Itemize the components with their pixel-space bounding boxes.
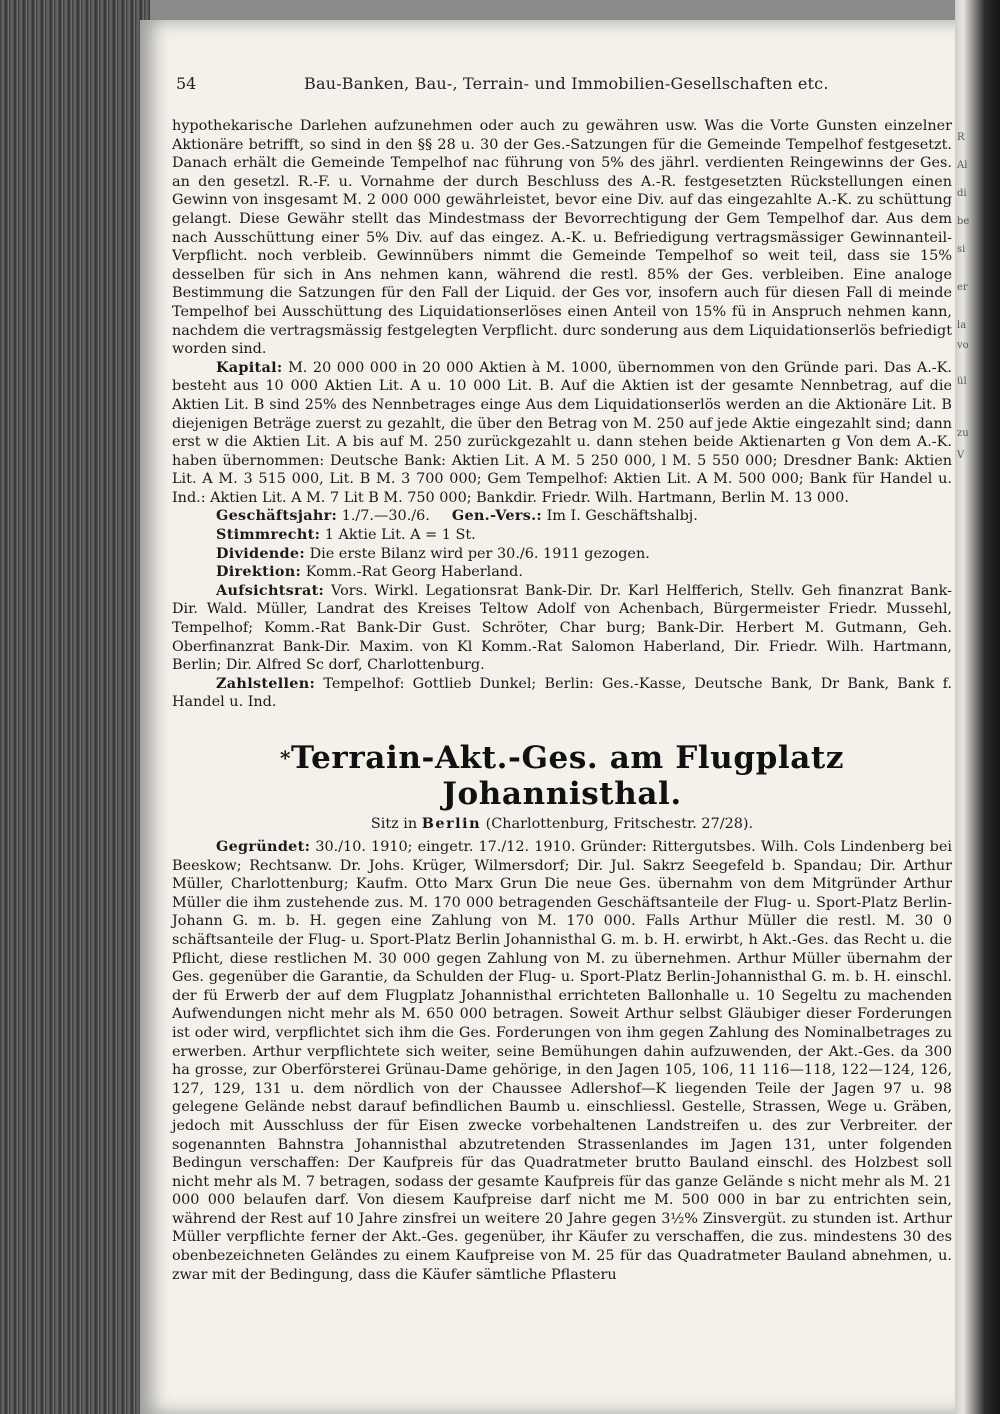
kapital-text: M. 20 000 000 in 20 000 Aktien à M. 1000, übernommen von den Gründe pari. Das A.-K. besteht aus 10 000 Aktien Lit. A u. 10 000 Lit. B. Auf die Aktien ist der gesamte Nennbetrag, auf die Aktien Lit. B sind 25% des Nennbetrages einge Aus dem Liquidationserlös werden an die Aktionäre Lit. B diejenigen Beträge zuerst zu gezahlt, die über den Betrag von M. 250 auf jede Aktie eingezahlt sind; dann erst w die Aktien Lit. A bis auf M. 250 zurückgezahlt u. dann stehen beide Aktienarten g Von dem A.-K. haben übernommen: Deutsche Bank: Aktien Lit. A M. 5 250 000, l M. 5 550 000; Dresdner Bank: Aktien Lit. A M. 3 515 000, Lit. B M. 3 700 000; Gem Tempelhof: Aktien Lit. A M. 500 000; Bank für Handel u. Ind.: Aktien Lit. A M. 7 Lit B M. 750 000; Bankdir. Friedr. Wilh. Hartmann, Berlin M. 13 000.	[172, 359, 952, 506]
aufsichtsrat-text: Vors. Wirkl. Legationsrat Bank-Dir. Dr. Karl Helfferich, Stellv. Geh finanzrat Bank-Dir. Wald. Müller, Landrat des Kreises Teltow Adolf von Achenbach, Bürgermeister Friedr. Mussehl, Tempelhof; Komm.-Rat Bank-Dir Gust. Schröter, Char burg; Bank-Dir. Herbert M. Gutmann, Geh. Oberfinanzrat Bank-Dir. Maxim. von Kl Komm.-Rat Salomon Haberland, Dir. Friedr. Wilh. Hartmann, Berlin; Dir. Alfred Sc dorf, Charlottenburg.	[172, 582, 953, 674]
company-title	[172, 740, 952, 812]
book-page-stack	[0, 0, 150, 1414]
margin-fragment: si	[957, 244, 966, 255]
margin-fragment: Al	[957, 160, 968, 171]
zahlstellen-section	[172, 675, 952, 712]
next-page-edge	[955, 0, 1000, 1414]
margin-fragment: be	[957, 216, 970, 227]
margin-fragment: V	[957, 450, 965, 461]
company-title-text: Terrain-Akt.-Ges. am Flugplatz Johannisthal.	[291, 740, 845, 812]
gegruendet-label: Gegründet:	[216, 838, 311, 855]
seat-prefix: Sitz in	[370, 816, 418, 832]
direktion-section	[172, 563, 952, 582]
margin-fragment: zu	[957, 428, 969, 439]
genvers-text: Im I. Geschäftshalbj.	[546, 508, 698, 525]
page-body	[172, 117, 952, 1284]
stimmrecht-text: 1 Aktie Lit. A = 1 St.	[324, 527, 476, 544]
dividende-section	[172, 545, 952, 564]
seat-suffix: (Charlottenburg, Fritschestr. 27/28).	[485, 816, 754, 832]
stimmrecht-label: Stimmrecht:	[216, 526, 321, 544]
dividende-label: Dividende:	[216, 544, 305, 562]
title-star: *	[279, 746, 291, 770]
dividende-text: Die erste Bilanz wird per 30./6. 1911 gezogen.	[309, 545, 650, 562]
margin-fragment: di	[957, 188, 967, 199]
entry-continuation-text: hypothekarische Darlehen aufzunehmen oder auch zu gewähren usw. Was die Vorte Gunsten einzelner Aktionäre betrifft, so sind in den §§ 28 u. 30 der Ges.-Satzungen für die Gemeinde Tempelhof festgesetzt. Danach erhält die Gemeinde Tempelhof nac führung von 5% des jährl. verdienten Reingewinns der Ges. an den gesetzl. R.-F. u. Vornahme der durch Beschluss des A.-R. festgesetzten Rückstellungen einen Gewinn von insgesamt M. 2 000 000 gewährleistet, bevor eine Div. auf das eingezahlte A.-K. zu schüttung gelangt. Diese Gewähr stellt das Mindestmass der Bevorrechtigung der Gem Tempelhof dar. Aus dem nach Ausschüttung einer 5% Div. auf das eingez. A.-K. u. Befriedigung vertragsmässiger Gewinnanteil-Verpflicht. noch verbleib. Gewinnübers nimmt die Gemeinde Tempelhof so weit teil, dass sie 15% desselben für sich in Ans nehmen kann, während die restl. 85% der Ges. verbleiben. Eine analoge Bestimmung die Satzungen für den Fall der Liquid. der Ges vor, insofern auch für diesen Fall di meinde Tempelhof bei Ausschüttung des Liquidationserlöses einen Anteil von 15% fü in Anspruch nehmen kann, nachdem die vertragsmässig festgelegten Verpflicht. durc sonderung aus dem Liquidationserlös befriedigt worden sind.	[172, 118, 952, 358]
margin-fragment: la	[957, 320, 967, 331]
zahlstellen-text: Tempelhof: Gottlieb Dunkel; Berlin: Ges.-Kasse, Deutsche Bank, Dr Bank, Bank f. Handel u. Ind.	[172, 675, 953, 711]
page-number: 54	[176, 74, 197, 93]
aufsichtsrat-label: Aufsichtsrat:	[216, 581, 325, 599]
genvers-label: Gen.-Vers.:	[451, 507, 543, 525]
aufsichtsrat-section	[172, 582, 952, 675]
stimmrecht-section	[172, 526, 952, 545]
gegruendet-text: 30./10. 1910; eingetr. 17./12. 1910. Gründer: Rittergutsbes. Wilh. Cols Lindenberg bei Beeskow; Rechtsanw. Dr. Johs. Krüger, Wilmersdorf; Dir. Jul. Sakrz Seegefeld b. Spandau; Dir. Arthur Müller, Charlottenburg; Kaufm. Otto Marx Grun Die neue Ges. übernahm von dem Mitgründer Arthur Müller die ihm zustehende zus. M. 170 000 betragenden Geschäftsanteile der Flug- u. Sport-Platz Berlin-Johann G. m. b. H. gegen eine Zahlung von M. 170 000. Falls Arthur Müller die restl. M. 30 0 schäftsanteile der Flug- u. Sport-Platz Berlin Johannisthal G. m. b. H. erwirbt, h Akt.-Ges. das Recht u. die Pflicht, diese restlichen M. 30 000 gegen Zahlung von M. zu übernehmen. Arthur Müller übernahm der Ges. gegenüber die Garantie, da Schulden der Flug- u. Sport-Platz Berlin-Johannisthal G. m. b. H. einschl. der fü Erwerb der auf dem Flugplatz Johannisthal errichteten Ballonhalle u. 10 Segeltu zu machenden Aufwendungen nicht mehr als M. 650 000 betragen. Soweit Arthur selbst Gläubiger dieser Forderungen ist oder wird, verpflichtet sich ihm die Ges. Forderungen von ihm gegen Zahlung des Nominalbetrages zu erwerben. Arthur verpflichtete sich weiter, seine Bemühungen dahin aufzuwenden, der Akt.-Ges. da 300 ha grosse, zur Oberförsterei Grünau-Dame gehörige, in den Jagen 105, 106, 11 116—118, 122—124, 126, 127, 129, 131 u. dem nördlich von der Chaussee Adlershof—K liegenden Teile der Jagen 97 u. 98 gelegene Gelände nebst darauf befindlichen Baumb u. einschliessl. Gestelle, Strassen, Wege u. Gräben, jedoch mit Ausschluss der für Eisen zwecke vorbehaltenen Landstreifen u. des zur Verbreiter. der sogenannten Bahnstra Johannisthal abzutretenden Strassenlandes im Jagen 131, unter folgenden Bedingun verschaffen: Der Kaufpreis für das Quadratmeter brutto Bauland einschl. des Holzbest soll nicht mehr als M. 7 betragen, sodass der gesamte Kaufpreis für das ganze Gelände s nicht mehr als M. 21 000 000 belaufen darf. Von diesem Kaufpreise darf nicht me M. 500 000 in bar zu entrichten sein, während der Rest auf 10 Jahre zinsfrei un weitere 20 Jahre gegen 3½% Zinsvergüt. zu stunden ist. Arthur Müller verpflichte ferner der Akt.-Ges. gegenüber, ihr Käufer zu verschaffen, die zus. mindestens 30 des obenbezeichneten Geländes zu einem Kaufpreise von M. 25 für das Quadratmeter Bauland abnehmen, u. zwar mit der Bedingung, dass die Käufer sämtliche Pflasteru	[172, 839, 952, 1283]
direktion-label: Direktion:	[216, 563, 302, 581]
running-title: Bau-Banken, Bau-, Terrain- und Immobilien-Gesellschaften etc.	[304, 74, 829, 93]
seat-city: Berlin	[421, 815, 482, 832]
margin-fragment: er	[957, 282, 968, 293]
geschaeftsjahr-line	[172, 507, 952, 526]
margin-fragment: vo	[957, 340, 969, 351]
geschaeftsjahr-text: 1./7.—30./6.	[341, 508, 430, 525]
margin-fragment: R	[957, 132, 965, 143]
kapital-section	[172, 359, 952, 508]
direktion-text: Komm.-Rat Georg Haberland.	[305, 564, 523, 581]
kapital-label: Kapital:	[216, 358, 283, 376]
company-seat	[172, 814, 952, 834]
zahlstellen-label: Zahlstellen:	[216, 674, 316, 692]
gegruendet-section	[172, 838, 952, 1284]
margin-fragment: ül	[957, 376, 967, 387]
geschaeftsjahr-label: Geschäftsjahr:	[216, 507, 338, 525]
running-header	[176, 74, 856, 100]
